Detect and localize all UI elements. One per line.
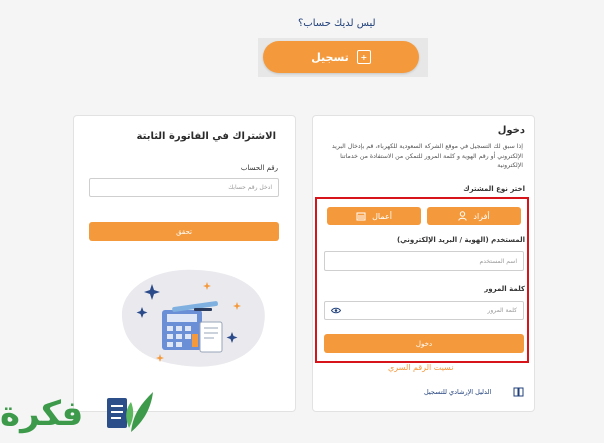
forgot-password-link[interactable]: نسيت الرقم السري	[388, 363, 454, 372]
register-button[interactable]	[263, 41, 419, 73]
individuals-button[interactable]	[427, 207, 521, 225]
registration-guide-link[interactable]: الدليل الإرشادي للتسجيل	[424, 388, 492, 396]
password-placeholder: كلمة المرور	[487, 307, 517, 314]
person-icon	[458, 211, 467, 221]
site-logo-icon	[103, 384, 158, 439]
eye-icon[interactable]	[331, 307, 341, 314]
account-number-input[interactable]: ادخل رقم حسابك	[89, 178, 279, 197]
site-logo-text: فكرة	[0, 394, 84, 434]
calculator-illustration	[112, 262, 272, 372]
login-button[interactable]: دخول	[324, 334, 524, 353]
business-label: أعمال	[372, 211, 392, 221]
individuals-label: أفراد	[473, 211, 490, 221]
building-icon	[356, 211, 366, 221]
verify-button[interactable]: تحقق	[89, 222, 279, 241]
add-user-icon: +	[357, 50, 371, 64]
password-label: كلمة المرور	[484, 285, 525, 293]
account-number-label: رقم الحساب	[240, 164, 278, 172]
login-description: إذا سبق لك التسجيل في موقع الشركة السعودية للكهرباء، قم بإدخال البريد الإلكتروني أو رقم الهوية و كلمة المرور للتمكن من الاستفادة من خدماتنا الإلكترونية	[331, 143, 523, 169]
password-input[interactable]	[324, 301, 524, 320]
fixed-bill-title: الاشتراك في الفاتورة الثابتة	[136, 131, 276, 142]
username-label: المستخدم (الهوية / البريد الإلكتروني)	[396, 236, 525, 244]
register-label: تسجيل	[311, 50, 349, 64]
login-title: دخول	[497, 125, 525, 136]
business-button[interactable]	[327, 207, 421, 225]
username-input[interactable]: اسم المستخدم	[324, 251, 524, 271]
subscriber-type-label: اختر نوع المشترك	[463, 185, 525, 193]
book-icon	[513, 387, 524, 397]
no-account-question: ليس لديك حساب؟	[298, 18, 376, 29]
